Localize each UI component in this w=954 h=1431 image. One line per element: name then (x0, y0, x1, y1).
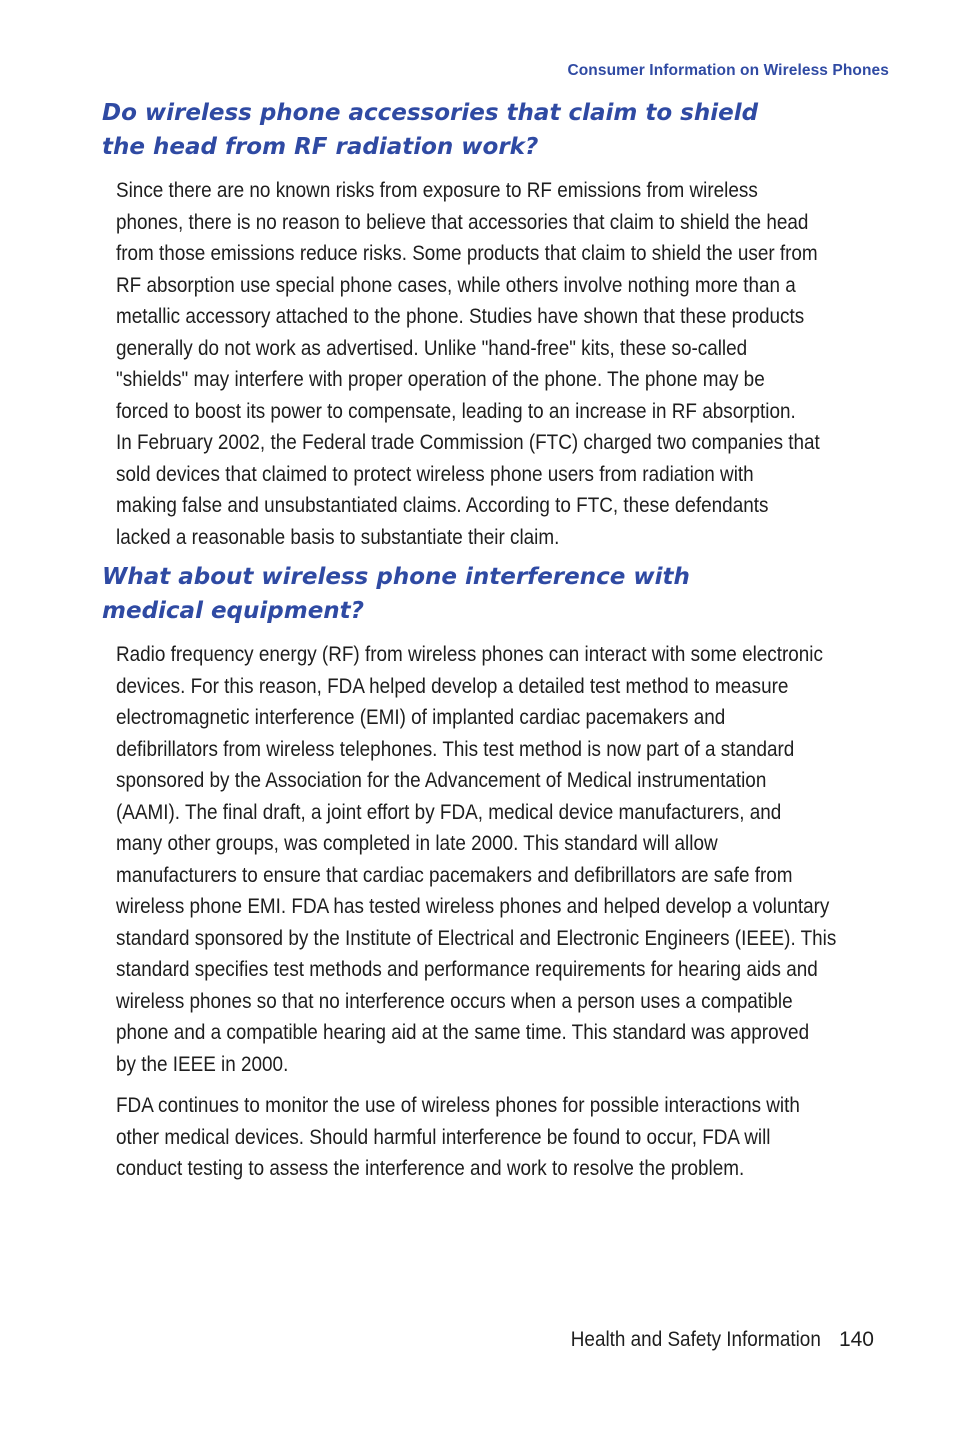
heading-line: medical equipment? (102, 598, 365, 624)
running-header: Consumer Information on Wireless Phones (567, 62, 889, 79)
text-line: by the IEEE in 2000. (116, 1052, 289, 1076)
text-line: Since there are no known risks from exposure to RF emissions from wireless (116, 179, 758, 202)
text-line: metallic accessory attached to the phone. Studies have shown that these products (116, 305, 805, 328)
text-line: wireless phone EMI. FDA has tested wireless phones and helped develop a voluntary (116, 895, 830, 918)
text-line: phones, there is no reason to believe that accessories that claim to shield the head (116, 210, 809, 234)
text-line: many other groups, was completed in late 2000. This standard will allow (116, 832, 718, 855)
text-line: defibrillators from wireless telephones. This test method is now part of a standard (116, 737, 795, 761)
text-line: electromagnetic interference (EMI) of implanted cardiac pacemakers and (116, 706, 726, 729)
heading-line: Do wireless phone accessories that claim to shield (102, 100, 759, 126)
text-line: other medical devices. Should harmful interference be found to occur, FDA will (116, 1125, 771, 1149)
text-line: generally do not work as advertised. Unlike "hand-free" kits, these so-called (116, 336, 748, 360)
section-heading-medical-interference (102, 560, 882, 628)
page-number: 140 (838, 1328, 874, 1351)
text-line: making false and unsubstantiated claims. According to FTC, these defendants (116, 494, 769, 517)
text-line: sponsored by the Association for the Advancement of Medical instrumentation (116, 769, 767, 792)
page-footer (543, 1326, 874, 1354)
text-line: forced to boost its power to compensate, leading to an increase in RF absorption. (116, 399, 796, 423)
heading-line: the head from RF radiation work? (102, 134, 539, 160)
text-line: from those emissions reduce risks. Some products that claim to shield the user from (116, 242, 818, 265)
text-line: devices. For this reason, FDA helped develop a detailed test method to measure (116, 674, 789, 698)
paragraph-accessories (116, 175, 896, 553)
text-line: phone and a compatible hearing aid at the same time. This standard was approved (116, 1021, 810, 1044)
text-line: wireless phones so that no interference occurs when a person uses a compatible (116, 989, 793, 1013)
section-heading-accessories (102, 96, 882, 164)
text-line: sold devices that claimed to protect wireless phone users from radiation with (116, 462, 754, 486)
text-line: Radio frequency energy (RF) from wireless phones can interact with some electronic (116, 643, 823, 666)
text-line: lacked a reasonable basis to substantiate their claim. (116, 525, 560, 549)
paragraph-medical-standards (116, 639, 896, 1080)
footer-section-name: Health and Safety Information (570, 1328, 821, 1351)
text-line: RF absorption use special phone cases, while others involve nothing more than a (116, 273, 796, 297)
text-line: "shields" may interfere with proper operation of the phone. The phone may be (116, 368, 765, 391)
text-line: (AAMI). The final draft, a joint effort by FDA, medical device manufacturers, and (116, 800, 782, 824)
text-line: conduct testing to assess the interference and work to resolve the problem. (116, 1157, 745, 1180)
paragraph-fda-monitoring (116, 1090, 896, 1185)
text-line: In February 2002, the Federal trade Commission (FTC) charged two companies that (116, 431, 820, 454)
text-line: standard sponsored by the Institute of Electrical and Electronic Engineers (IEEE). This (116, 926, 837, 950)
text-line: FDA continues to monitor the use of wireless phones for possible interactions with (116, 1094, 800, 1117)
text-line: manufacturers to ensure that cardiac pacemakers and defibrillators are safe from (116, 863, 793, 887)
heading-line: What about wireless phone interference with (102, 564, 690, 590)
text-line: standard specifies test methods and performance requirements for hearing aids and (116, 958, 818, 981)
